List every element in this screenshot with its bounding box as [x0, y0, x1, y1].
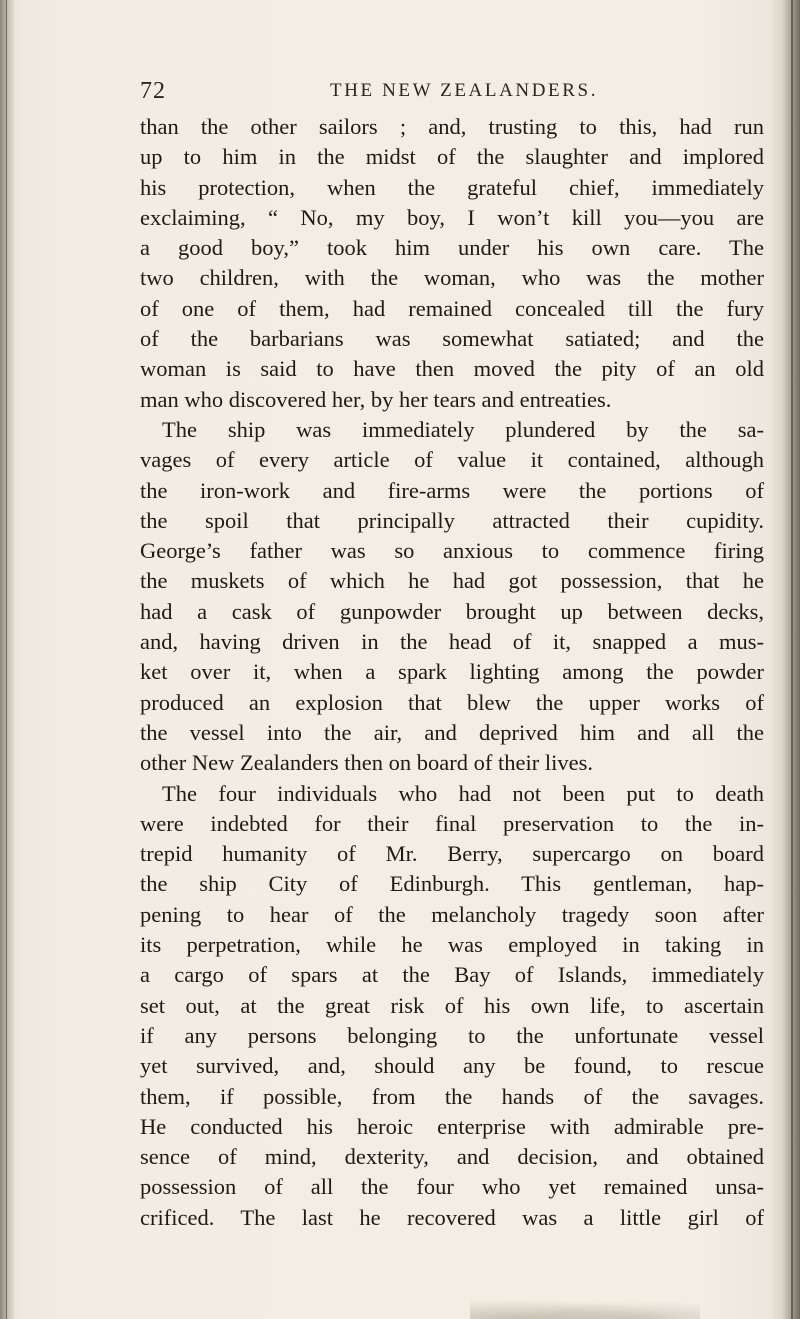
text-line: and, having driven in the head of it, snapped a mus- [140, 629, 764, 655]
text-line: a good boy,” took him under his own care. The [140, 235, 764, 261]
text-line: two children, with the woman, who was the mother [140, 265, 764, 291]
page-number: 72 [140, 78, 166, 104]
text-line: them, if possible, from the hands of the savages. [140, 1083, 764, 1109]
page-smudge [470, 1296, 700, 1319]
binding-gutter [0, 0, 14, 1319]
text-line: The ship was immediately plundered by the sa- [162, 416, 764, 442]
text-line: man who discovered her, by her tears and entreaties. [140, 386, 612, 412]
text-line: than the other sailors ; and, trusting to this, had run [140, 114, 764, 139]
text-line: ket over it, when a spark lighting among the powder [140, 659, 764, 685]
text-line: yet survived, and, should any be found, to rescue [140, 1053, 764, 1079]
text-line: set out, at the great risk of his own life, to ascertain [140, 992, 764, 1018]
text-line: crificed. The last he recovered was a little girl of [140, 1204, 764, 1230]
text-line: pening to hear of the melancholy tragedy soon after [140, 901, 764, 927]
text-line: vages of every article of value it contained, although [140, 447, 764, 473]
text-line: produced an explosion that blew the upper works of [140, 689, 764, 715]
text-line: his protection, when the grateful chief, immediately [140, 174, 764, 200]
text-line: up to him in the midst of the slaughter and implored [140, 144, 764, 170]
text-line: the muskets of which he had got possession, that he [140, 568, 764, 594]
text-line: had a cask of gunpowder brought up between decks, [140, 598, 764, 624]
text-line: He conducted his heroic enterprise with admirable pre- [140, 1113, 764, 1139]
text-line: sence of mind, dexterity, and decision, and obtained [140, 1144, 764, 1170]
text-line: of one of them, had remained concealed till the fury [140, 295, 764, 321]
running-title: THE NEW ZEALANDERS. [330, 80, 599, 101]
text-line: George’s father was so anxious to commence firing [140, 538, 764, 564]
text-line: its perpetration, while he was employed in taking in [140, 932, 764, 958]
text-line: the iron-work and fire-arms were the portions of [140, 477, 764, 503]
text-line: exclaiming, “ No, my boy, I won’t kill you—you are [140, 204, 764, 230]
text-line: trepid humanity of Mr. Berry, supercargo on board [140, 841, 764, 867]
text-line: were indebted for their final preservation to the in- [140, 810, 764, 836]
text-line: the spoil that principally attracted their cupidity. [140, 507, 764, 533]
text-line: woman is said to have then moved the pity of an old [140, 356, 764, 382]
text-line: the vessel into the air, and deprived him and all the [140, 719, 764, 745]
text-line: of the barbarians was somewhat satiated; and the [140, 326, 764, 352]
text-line: if any persons belonging to the unfortunate vessel [140, 1022, 764, 1048]
text-line: the ship City of Edinburgh. This gentleman, hap- [140, 871, 764, 897]
text-line: other New Zealanders then on board of their lives. [140, 750, 593, 776]
text-line: The four individuals who had not been put to death [162, 780, 764, 806]
page-edge [782, 0, 800, 1319]
body-text [140, 112, 764, 1233]
running-head [140, 78, 760, 114]
text-line: possession of all the four who yet remained unsa- [140, 1174, 764, 1200]
text-line: a cargo of spars at the Bay of Islands, immediately [140, 962, 764, 988]
